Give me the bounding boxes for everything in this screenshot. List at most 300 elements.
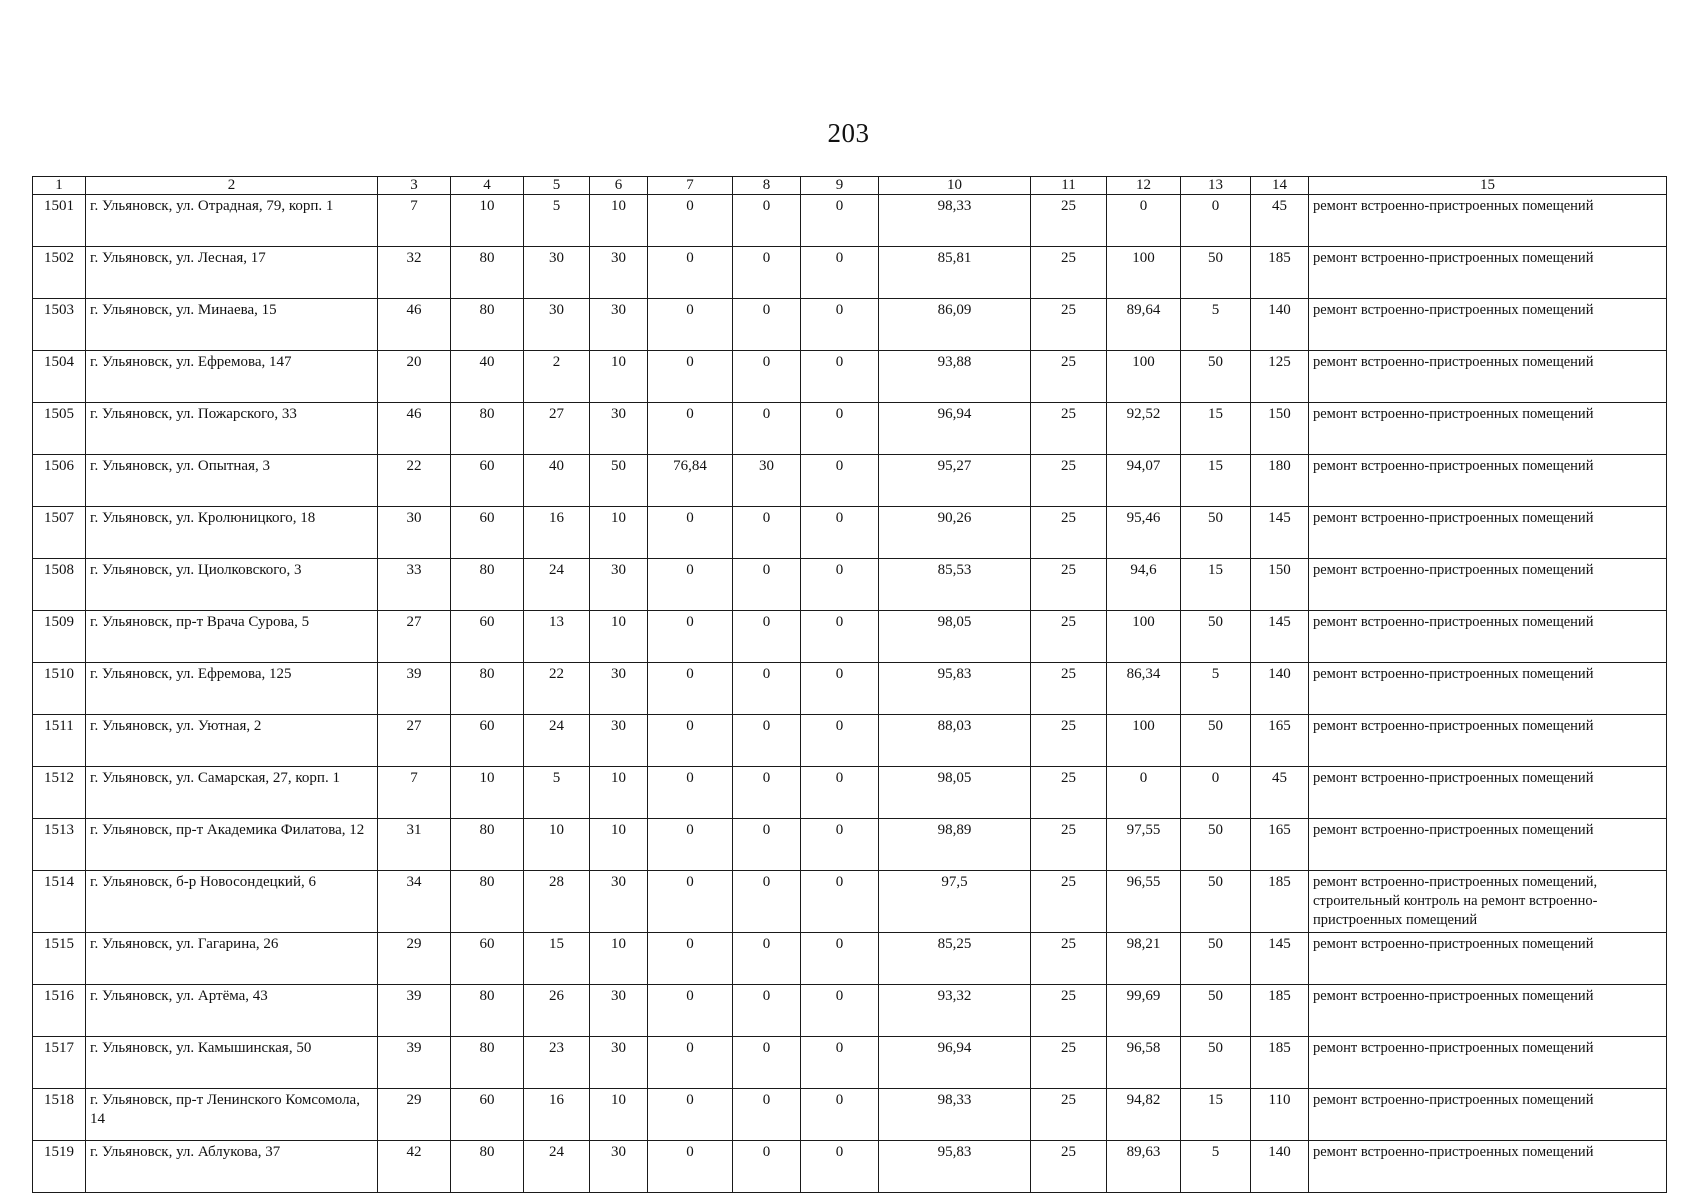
value-cell-col-14: 185 — [1251, 1037, 1309, 1089]
value-cell-col-4: 60 — [451, 715, 524, 767]
value-cell-col-13: 15 — [1181, 455, 1251, 507]
row-number: 1517 — [33, 1037, 86, 1089]
address-cell: г. Ульяновск, б-р Новосондецкий, 6 — [86, 871, 378, 933]
value-cell-col-6: 10 — [590, 351, 648, 403]
value-cell-col-4: 60 — [451, 611, 524, 663]
value-cell-col-4: 80 — [451, 871, 524, 933]
value-cell-col-14: 165 — [1251, 715, 1309, 767]
value-cell-col-9: 0 — [801, 1089, 879, 1141]
work-description-cell: ремонт встроенно-пристроенных помещений — [1309, 1141, 1667, 1193]
value-cell-col-9: 0 — [801, 985, 879, 1037]
value-cell-col-3: 27 — [378, 611, 451, 663]
value-cell-col-8: 0 — [733, 195, 801, 247]
value-cell-col-6: 10 — [590, 195, 648, 247]
value-cell-col-13: 5 — [1181, 299, 1251, 351]
value-cell-col-11: 25 — [1031, 611, 1107, 663]
work-description-cell: ремонт встроенно-пристроенных помещений — [1309, 195, 1667, 247]
value-cell-col-4: 60 — [451, 1089, 524, 1141]
value-cell-col-12: 94,6 — [1107, 559, 1181, 611]
value-cell-col-3: 32 — [378, 247, 451, 299]
work-description-cell: ремонт встроенно-пристроенных помещений — [1309, 1089, 1667, 1141]
value-cell-col-7: 0 — [648, 985, 733, 1037]
value-cell-col-14: 140 — [1251, 1141, 1309, 1193]
value-cell-col-10: 98,33 — [879, 1089, 1031, 1141]
value-cell-col-5: 23 — [524, 1037, 590, 1089]
value-cell-col-6: 30 — [590, 299, 648, 351]
value-cell-col-13: 50 — [1181, 611, 1251, 663]
value-cell-col-14: 140 — [1251, 299, 1309, 351]
table-row — [33, 351, 1667, 403]
value-cell-col-10: 95,83 — [879, 663, 1031, 715]
table-row — [33, 559, 1667, 611]
value-cell-col-14: 145 — [1251, 933, 1309, 985]
value-cell-col-5: 2 — [524, 351, 590, 403]
value-cell-col-5: 40 — [524, 455, 590, 507]
value-cell-col-12: 96,58 — [1107, 1037, 1181, 1089]
row-number: 1509 — [33, 611, 86, 663]
value-cell-col-9: 0 — [801, 819, 879, 871]
value-cell-col-3: 30 — [378, 507, 451, 559]
table-row — [33, 611, 1667, 663]
value-cell-col-9: 0 — [801, 767, 879, 819]
value-cell-col-10: 85,81 — [879, 247, 1031, 299]
value-cell-col-10: 98,89 — [879, 819, 1031, 871]
value-cell-col-4: 80 — [451, 985, 524, 1037]
value-cell-col-7: 0 — [648, 933, 733, 985]
value-cell-col-5: 5 — [524, 195, 590, 247]
value-cell-col-4: 80 — [451, 247, 524, 299]
value-cell-col-3: 7 — [378, 767, 451, 819]
value-cell-col-10: 98,33 — [879, 195, 1031, 247]
value-cell-col-4: 60 — [451, 933, 524, 985]
value-cell-col-7: 0 — [648, 819, 733, 871]
value-cell-col-10: 85,53 — [879, 559, 1031, 611]
work-description-cell: ремонт встроенно-пристроенных помещений — [1309, 507, 1667, 559]
table-row — [33, 1141, 1667, 1193]
value-cell-col-8: 0 — [733, 299, 801, 351]
address-cell: г. Ульяновск, ул. Пожарского, 33 — [86, 403, 378, 455]
value-cell-col-4: 10 — [451, 767, 524, 819]
value-cell-col-12: 89,63 — [1107, 1141, 1181, 1193]
value-cell-col-11: 25 — [1031, 933, 1107, 985]
table-row — [33, 299, 1667, 351]
row-number: 1510 — [33, 663, 86, 715]
address-cell: г. Ульяновск, ул. Ефремова, 147 — [86, 351, 378, 403]
value-cell-col-12: 96,55 — [1107, 871, 1181, 933]
value-cell-col-4: 60 — [451, 507, 524, 559]
row-number: 1503 — [33, 299, 86, 351]
value-cell-col-9: 0 — [801, 871, 879, 933]
value-cell-col-6: 30 — [590, 559, 648, 611]
table-row — [33, 1037, 1667, 1089]
value-cell-col-12: 100 — [1107, 715, 1181, 767]
address-cell: г. Ульяновск, пр-т Врача Сурова, 5 — [86, 611, 378, 663]
table-row — [33, 507, 1667, 559]
value-cell-col-10: 95,27 — [879, 455, 1031, 507]
value-cell-col-3: 29 — [378, 1089, 451, 1141]
value-cell-col-6: 10 — [590, 507, 648, 559]
value-cell-col-8: 30 — [733, 455, 801, 507]
value-cell-col-10: 85,25 — [879, 933, 1031, 985]
value-cell-col-5: 24 — [524, 559, 590, 611]
value-cell-col-11: 25 — [1031, 351, 1107, 403]
value-cell-col-5: 13 — [524, 611, 590, 663]
value-cell-col-13: 50 — [1181, 1037, 1251, 1089]
value-cell-col-13: 50 — [1181, 819, 1251, 871]
value-cell-col-9: 0 — [801, 933, 879, 985]
value-cell-col-3: 46 — [378, 403, 451, 455]
value-cell-col-12: 94,07 — [1107, 455, 1181, 507]
value-cell-col-12: 0 — [1107, 767, 1181, 819]
value-cell-col-5: 30 — [524, 299, 590, 351]
address-cell: г. Ульяновск, ул. Отрадная, 79, корп. 1 — [86, 195, 378, 247]
value-cell-col-11: 25 — [1031, 1037, 1107, 1089]
value-cell-col-6: 30 — [590, 871, 648, 933]
value-cell-col-6: 30 — [590, 403, 648, 455]
row-number: 1502 — [33, 247, 86, 299]
column-number-11: 11 — [1031, 177, 1107, 195]
value-cell-col-8: 0 — [733, 871, 801, 933]
value-cell-col-12: 86,34 — [1107, 663, 1181, 715]
work-description-cell: ремонт встроенно-пристроенных помещений, строительный контроль на ремонт встроенно-пристроенных помещений — [1309, 871, 1667, 933]
value-cell-col-10: 98,05 — [879, 767, 1031, 819]
row-number: 1501 — [33, 195, 86, 247]
value-cell-col-13: 15 — [1181, 403, 1251, 455]
work-description-cell: ремонт встроенно-пристроенных помещений — [1309, 1037, 1667, 1089]
value-cell-col-11: 25 — [1031, 455, 1107, 507]
work-description-cell: ремонт встроенно-пристроенных помещений — [1309, 247, 1667, 299]
value-cell-col-13: 50 — [1181, 247, 1251, 299]
value-cell-col-8: 0 — [733, 1037, 801, 1089]
value-cell-col-13: 50 — [1181, 715, 1251, 767]
work-description-cell: ремонт встроенно-пристроенных помещений — [1309, 455, 1667, 507]
value-cell-col-6: 30 — [590, 985, 648, 1037]
value-cell-col-5: 5 — [524, 767, 590, 819]
address-cell: г. Ульяновск, ул. Опытная, 3 — [86, 455, 378, 507]
value-cell-col-12: 94,82 — [1107, 1089, 1181, 1141]
value-cell-col-10: 93,32 — [879, 985, 1031, 1037]
table-row — [33, 403, 1667, 455]
column-number-6: 6 — [590, 177, 648, 195]
value-cell-col-9: 0 — [801, 299, 879, 351]
value-cell-col-8: 0 — [733, 247, 801, 299]
value-cell-col-10: 97,5 — [879, 871, 1031, 933]
value-cell-col-13: 50 — [1181, 351, 1251, 403]
address-cell: г. Ульяновск, ул. Лесная, 17 — [86, 247, 378, 299]
column-number-15: 15 — [1309, 177, 1667, 195]
work-description-cell: ремонт встроенно-пристроенных помещений — [1309, 663, 1667, 715]
value-cell-col-4: 60 — [451, 455, 524, 507]
value-cell-col-14: 125 — [1251, 351, 1309, 403]
value-cell-col-7: 0 — [648, 871, 733, 933]
value-cell-col-9: 0 — [801, 455, 879, 507]
value-cell-col-10: 93,88 — [879, 351, 1031, 403]
value-cell-col-3: 46 — [378, 299, 451, 351]
column-number-1: 1 — [33, 177, 86, 195]
value-cell-col-6: 30 — [590, 1037, 648, 1089]
value-cell-col-13: 0 — [1181, 195, 1251, 247]
value-cell-col-7: 0 — [648, 351, 733, 403]
value-cell-col-8: 0 — [733, 819, 801, 871]
value-cell-col-4: 40 — [451, 351, 524, 403]
value-cell-col-7: 0 — [648, 403, 733, 455]
value-cell-col-7: 0 — [648, 611, 733, 663]
value-cell-col-5: 10 — [524, 819, 590, 871]
value-cell-col-8: 0 — [733, 351, 801, 403]
table-row — [33, 767, 1667, 819]
work-description-cell: ремонт встроенно-пристроенных помещений — [1309, 559, 1667, 611]
value-cell-col-12: 100 — [1107, 351, 1181, 403]
table-row — [33, 933, 1667, 985]
work-description-cell: ремонт встроенно-пристроенных помещений — [1309, 767, 1667, 819]
value-cell-col-6: 10 — [590, 819, 648, 871]
value-cell-col-11: 25 — [1031, 247, 1107, 299]
value-cell-col-3: 7 — [378, 195, 451, 247]
value-cell-col-4: 80 — [451, 663, 524, 715]
value-cell-col-8: 0 — [733, 1141, 801, 1193]
value-cell-col-14: 45 — [1251, 767, 1309, 819]
row-number: 1519 — [33, 1141, 86, 1193]
value-cell-col-6: 30 — [590, 715, 648, 767]
value-cell-col-4: 80 — [451, 1037, 524, 1089]
register-table-body — [33, 177, 1667, 1193]
row-number: 1514 — [33, 871, 86, 933]
column-number-13: 13 — [1181, 177, 1251, 195]
value-cell-col-8: 0 — [733, 715, 801, 767]
value-cell-col-9: 0 — [801, 663, 879, 715]
value-cell-col-3: 34 — [378, 871, 451, 933]
table-row — [33, 1089, 1667, 1141]
value-cell-col-3: 20 — [378, 351, 451, 403]
address-cell: г. Ульяновск, ул. Камышинская, 50 — [86, 1037, 378, 1089]
value-cell-col-7: 0 — [648, 1037, 733, 1089]
value-cell-col-14: 150 — [1251, 403, 1309, 455]
value-cell-col-8: 0 — [733, 611, 801, 663]
value-cell-col-6: 10 — [590, 611, 648, 663]
value-cell-col-5: 16 — [524, 1089, 590, 1141]
value-cell-col-5: 27 — [524, 403, 590, 455]
value-cell-col-4: 80 — [451, 1141, 524, 1193]
row-number: 1515 — [33, 933, 86, 985]
value-cell-col-11: 25 — [1031, 663, 1107, 715]
row-number: 1518 — [33, 1089, 86, 1141]
value-cell-col-9: 0 — [801, 1141, 879, 1193]
value-cell-col-11: 25 — [1031, 1089, 1107, 1141]
value-cell-col-6: 10 — [590, 933, 648, 985]
address-cell: г. Ульяновск, ул. Циолковского, 3 — [86, 559, 378, 611]
value-cell-col-5: 24 — [524, 715, 590, 767]
column-number-4: 4 — [451, 177, 524, 195]
value-cell-col-7: 0 — [648, 247, 733, 299]
table-row — [33, 195, 1667, 247]
value-cell-col-7: 0 — [648, 507, 733, 559]
value-cell-col-13: 15 — [1181, 559, 1251, 611]
work-description-cell: ремонт встроенно-пристроенных помещений — [1309, 715, 1667, 767]
address-cell: г. Ульяновск, ул. Минаева, 15 — [86, 299, 378, 351]
value-cell-col-7: 0 — [648, 299, 733, 351]
value-cell-col-8: 0 — [733, 767, 801, 819]
address-cell: г. Ульяновск, пр-т Академика Филатова, 12 — [86, 819, 378, 871]
value-cell-col-12: 97,55 — [1107, 819, 1181, 871]
value-cell-col-13: 5 — [1181, 1141, 1251, 1193]
value-cell-col-9: 0 — [801, 611, 879, 663]
value-cell-col-7: 0 — [648, 715, 733, 767]
value-cell-col-3: 33 — [378, 559, 451, 611]
value-cell-col-9: 0 — [801, 559, 879, 611]
table-row — [33, 985, 1667, 1037]
work-description-cell: ремонт встроенно-пристроенных помещений — [1309, 819, 1667, 871]
column-number-3: 3 — [378, 177, 451, 195]
value-cell-col-12: 98,21 — [1107, 933, 1181, 985]
value-cell-col-6: 50 — [590, 455, 648, 507]
address-cell: г. Ульяновск, ул. Уютная, 2 — [86, 715, 378, 767]
value-cell-col-10: 96,94 — [879, 1037, 1031, 1089]
value-cell-col-12: 100 — [1107, 611, 1181, 663]
value-cell-col-12: 89,64 — [1107, 299, 1181, 351]
value-cell-col-7: 76,84 — [648, 455, 733, 507]
value-cell-col-9: 0 — [801, 195, 879, 247]
value-cell-col-11: 25 — [1031, 767, 1107, 819]
row-number: 1516 — [33, 985, 86, 1037]
value-cell-col-13: 50 — [1181, 507, 1251, 559]
row-number: 1506 — [33, 455, 86, 507]
value-cell-col-7: 0 — [648, 1089, 733, 1141]
value-cell-col-4: 80 — [451, 819, 524, 871]
value-cell-col-13: 50 — [1181, 985, 1251, 1037]
column-number-7: 7 — [648, 177, 733, 195]
value-cell-col-10: 96,94 — [879, 403, 1031, 455]
value-cell-col-5: 22 — [524, 663, 590, 715]
value-cell-col-13: 50 — [1181, 871, 1251, 933]
value-cell-col-7: 0 — [648, 195, 733, 247]
address-cell: г. Ульяновск, ул. Ефремова, 125 — [86, 663, 378, 715]
work-description-cell: ремонт встроенно-пристроенных помещений — [1309, 351, 1667, 403]
table-row — [33, 715, 1667, 767]
value-cell-col-8: 0 — [733, 1089, 801, 1141]
value-cell-col-7: 0 — [648, 1141, 733, 1193]
value-cell-col-10: 86,09 — [879, 299, 1031, 351]
row-number: 1505 — [33, 403, 86, 455]
value-cell-col-14: 180 — [1251, 455, 1309, 507]
value-cell-col-14: 140 — [1251, 663, 1309, 715]
value-cell-col-7: 0 — [648, 663, 733, 715]
value-cell-col-4: 80 — [451, 299, 524, 351]
address-cell: г. Ульяновск, ул. Гагарина, 26 — [86, 933, 378, 985]
row-number: 1512 — [33, 767, 86, 819]
address-cell: г. Ульяновск, ул. Самарская, 27, корп. 1 — [86, 767, 378, 819]
value-cell-col-13: 5 — [1181, 663, 1251, 715]
column-number-2: 2 — [86, 177, 378, 195]
value-cell-col-5: 15 — [524, 933, 590, 985]
value-cell-col-14: 150 — [1251, 559, 1309, 611]
value-cell-col-3: 27 — [378, 715, 451, 767]
value-cell-col-14: 45 — [1251, 195, 1309, 247]
value-cell-col-12: 100 — [1107, 247, 1181, 299]
value-cell-col-6: 30 — [590, 1141, 648, 1193]
work-description-cell: ремонт встроенно-пристроенных помещений — [1309, 403, 1667, 455]
value-cell-col-11: 25 — [1031, 195, 1107, 247]
value-cell-col-14: 110 — [1251, 1089, 1309, 1141]
value-cell-col-11: 25 — [1031, 819, 1107, 871]
register-table — [32, 176, 1667, 1193]
value-cell-col-11: 25 — [1031, 507, 1107, 559]
value-cell-col-11: 25 — [1031, 299, 1107, 351]
value-cell-col-14: 165 — [1251, 819, 1309, 871]
value-cell-col-12: 0 — [1107, 195, 1181, 247]
value-cell-col-4: 10 — [451, 195, 524, 247]
value-cell-col-5: 28 — [524, 871, 590, 933]
value-cell-col-14: 185 — [1251, 871, 1309, 933]
work-description-cell: ремонт встроенно-пристроенных помещений — [1309, 933, 1667, 985]
address-cell: г. Ульяновск, ул. Кролюницкого, 18 — [86, 507, 378, 559]
work-description-cell: ремонт встроенно-пристроенных помещений — [1309, 985, 1667, 1037]
value-cell-col-3: 39 — [378, 663, 451, 715]
row-number: 1504 — [33, 351, 86, 403]
value-cell-col-8: 0 — [733, 663, 801, 715]
value-cell-col-3: 42 — [378, 1141, 451, 1193]
value-cell-col-5: 24 — [524, 1141, 590, 1193]
row-number: 1507 — [33, 507, 86, 559]
value-cell-col-12: 92,52 — [1107, 403, 1181, 455]
address-cell: г. Ульяновск, пр-т Ленинского Комсомола, 14 — [86, 1089, 378, 1141]
value-cell-col-9: 0 — [801, 351, 879, 403]
value-cell-col-8: 0 — [733, 559, 801, 611]
value-cell-col-6: 10 — [590, 767, 648, 819]
table-row — [33, 247, 1667, 299]
value-cell-col-13: 0 — [1181, 767, 1251, 819]
value-cell-col-11: 25 — [1031, 715, 1107, 767]
value-cell-col-14: 145 — [1251, 611, 1309, 663]
value-cell-col-12: 95,46 — [1107, 507, 1181, 559]
value-cell-col-3: 29 — [378, 933, 451, 985]
value-cell-col-7: 0 — [648, 559, 733, 611]
value-cell-col-6: 30 — [590, 663, 648, 715]
value-cell-col-6: 10 — [590, 1089, 648, 1141]
page-number: 203 — [827, 118, 870, 148]
value-cell-col-9: 0 — [801, 507, 879, 559]
work-description-cell: ремонт встроенно-пристроенных помещений — [1309, 611, 1667, 663]
value-cell-col-10: 90,26 — [879, 507, 1031, 559]
table-row — [33, 455, 1667, 507]
value-cell-col-9: 0 — [801, 247, 879, 299]
value-cell-col-3: 39 — [378, 1037, 451, 1089]
value-cell-col-14: 145 — [1251, 507, 1309, 559]
value-cell-col-9: 0 — [801, 403, 879, 455]
column-number-9: 9 — [801, 177, 879, 195]
value-cell-col-12: 99,69 — [1107, 985, 1181, 1037]
column-number-12: 12 — [1107, 177, 1181, 195]
value-cell-col-9: 0 — [801, 715, 879, 767]
value-cell-col-5: 26 — [524, 985, 590, 1037]
address-cell: г. Ульяновск, ул. Артёма, 43 — [86, 985, 378, 1037]
value-cell-col-4: 80 — [451, 559, 524, 611]
value-cell-col-13: 15 — [1181, 1089, 1251, 1141]
column-number-8: 8 — [733, 177, 801, 195]
column-number-10: 10 — [879, 177, 1031, 195]
address-cell: г. Ульяновск, ул. Аблукова, 37 — [86, 1141, 378, 1193]
value-cell-col-4: 80 — [451, 403, 524, 455]
value-cell-col-3: 22 — [378, 455, 451, 507]
value-cell-col-8: 0 — [733, 985, 801, 1037]
value-cell-col-14: 185 — [1251, 985, 1309, 1037]
value-cell-col-13: 50 — [1181, 933, 1251, 985]
value-cell-col-11: 25 — [1031, 559, 1107, 611]
table-row — [33, 871, 1667, 933]
work-description-cell: ремонт встроенно-пристроенных помещений — [1309, 299, 1667, 351]
row-number: 1508 — [33, 559, 86, 611]
table-row — [33, 663, 1667, 715]
value-cell-col-10: 98,05 — [879, 611, 1031, 663]
